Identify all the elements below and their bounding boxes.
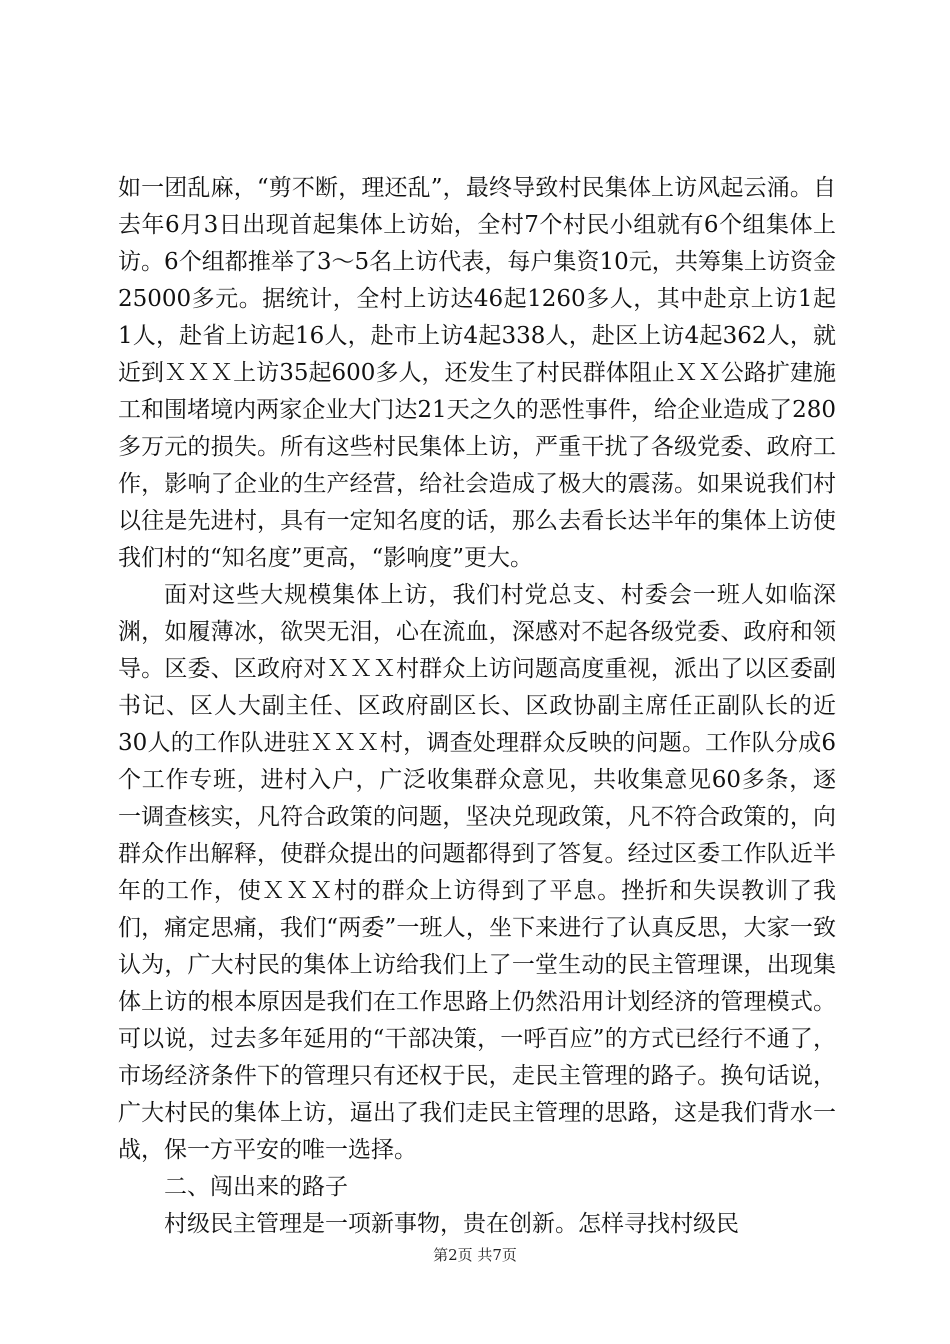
paragraph-petition-response: 面对这些大规模集体上访，我们村党总支、村委会一班人如临深渊，如履薄冰，欲哭无泪，心在流血，深感对不起各级党委、政府和领导。区委、区政府对ＸＸＸ村群众上访问题高度重视，派出了以区委副书记、区人大副主任、区政府副区长、区政协副主席任正副队长的近30人的工作队进驻ＸＸＸ村，调查处理群众反映的问题。工作队分成6个工作专班，进村入户，广泛收集群众意见，共收集意见60多条，逐一调查核实，凡符合政策的问题，坚决兑现政策，凡不符合政策的，向群众作出解释，使群众提出的问题都得到了答复。经过区委工作队近半年的工作，使ＸＸＸ村的群众上访得到了平息。挫折和失误教训了我们，痛定思痛，我们“两委”一班人，坐下来进行了认真反思，大家一致认为，广大村民的集体上访给我们上了一堂生动的民主管理课，出现集体上访的根本原因是我们在工作思路上仍然沿用计划经济的管理模式。可以说，过去多年延用的“干部决策，一呼百应”的方式已经行不通了，市场经济条件下的管理只有还权于民，走民主管理的路子。换句话说，广大村民的集体上访，逼出了我们走民主管理的思路，这是我们背水一战，保一方平安的唯一选择。 <box>118 582 836 1163</box>
section-heading: 二、闯出来的路子 <box>164 1174 348 1200</box>
paragraph-continuation: 如一团乱麻，“剪不断，理还乱”，最终导致村民集体上访风起云涌。自去年6月3日出现首起集体上访始，全村7个村民小组就有6个组集体上访。6个组都推举了3～5名上访代表，每户集资10元，共筹集上访资金25000多元。据统计，全村上访达46起1260多人，其中赴京上访1起1人，赴省上访起16人，赴市上访4起338人，赴区上访4起362人，就近到ＸＸＸ上访35起600多人，还发生了村民群体阻止ＸＸ公路扩建施工和围堵境内两家企业大门达21天之久的恶性事件，给企业造成了280多万元的损失。所有这些村民集体上访，严重干扰了各级党委、政府工作，影响了企业的生产经营，给社会造成了极大的震荡。如果说我们村以往是先进村，具有一定知名度的话，那么去看长达半年的集体上访使我们村的“知名度”更高，“影响度”更大。 <box>118 175 836 571</box>
paragraph-section-intro: 村级民主管理是一项新事物，贵在创新。怎样寻找村级民 <box>164 1211 739 1237</box>
page-footer: 第2页 共7页 <box>433 1246 517 1264</box>
document-body <box>118 170 836 1243</box>
